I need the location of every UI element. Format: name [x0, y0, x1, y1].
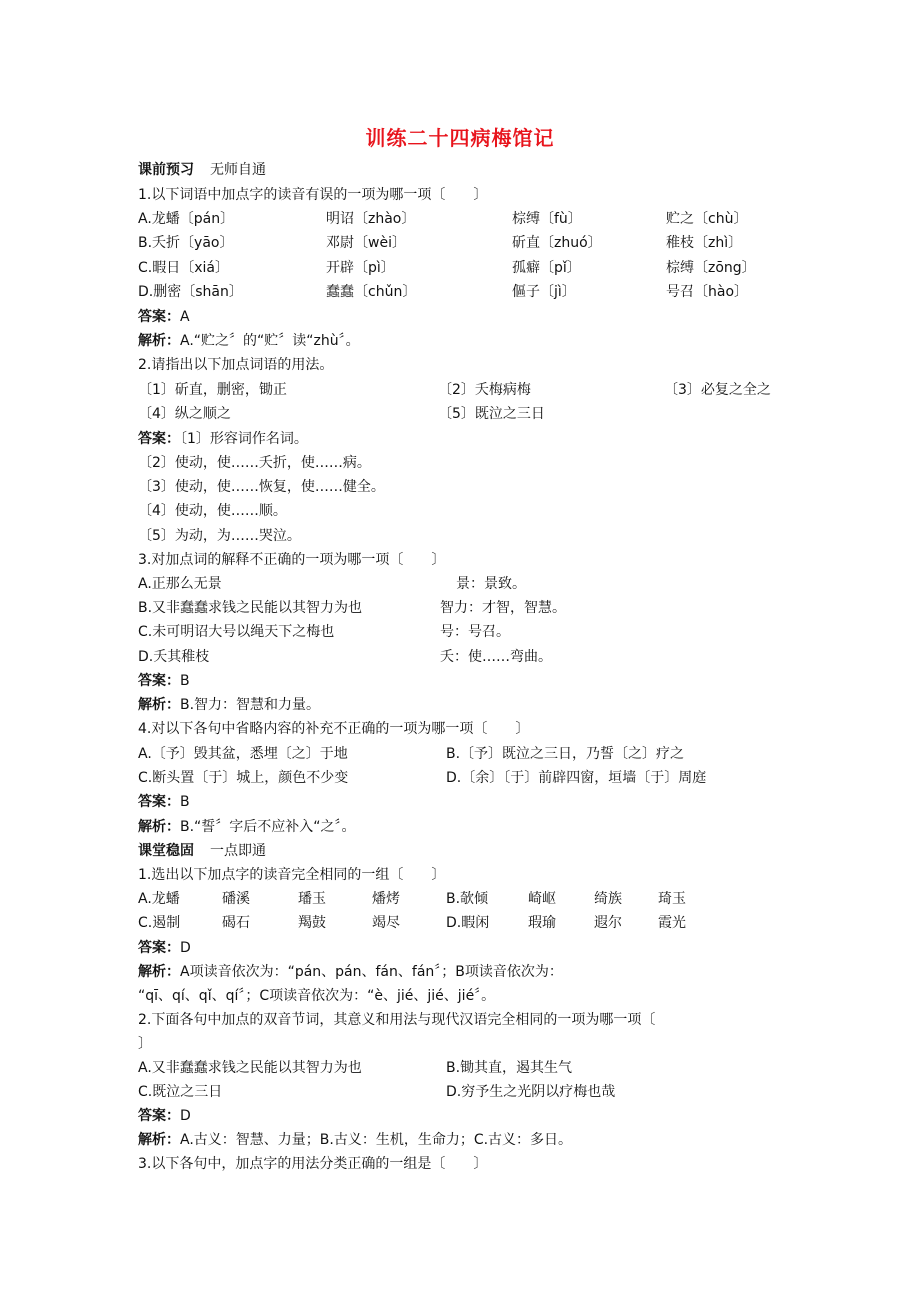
option-row	[138, 1058, 658, 1078]
section-label: 课堂稳固	[138, 843, 194, 859]
option-cell: A.龙蟠〔pán〕	[138, 211, 235, 227]
option-row	[138, 889, 698, 909]
question-stem: 4.对以下各句中省略内容的补充不正确的一项为哪一项〔 〕	[138, 721, 530, 737]
question-stem-continuation: 〕	[138, 1036, 152, 1052]
answer-label: 答案：	[138, 673, 180, 689]
analysis-text: B.“誓〞字后不应补入“之〞。	[180, 819, 356, 835]
option-cell: C.遏制	[138, 915, 181, 931]
question-stem: 2.请指出以下加点词语的用法。	[138, 357, 334, 373]
question-stem: 1.选出以下加点字的读音完全相同的一组〔 〕	[138, 867, 446, 883]
option-row	[138, 768, 778, 788]
answer-item: 〔5〕为动，为……哭泣。	[138, 528, 301, 544]
option-cell: 竭尽	[372, 915, 400, 931]
option-cell: 〔3〕必复之全之	[664, 382, 771, 398]
option-note: 智力：才智，智慧。	[440, 600, 566, 616]
answer-label: 答案：	[138, 309, 180, 325]
section-label: 课前预习	[138, 162, 194, 178]
option-row	[138, 404, 788, 424]
option-row	[138, 598, 658, 618]
option-row	[138, 913, 698, 933]
analysis-continuation: “qī、qí、qǐ、qí〞；C项读音依次为：“è、jié、jié、jié〞。	[138, 988, 496, 1004]
analysis-text: A.古义：智慧、力量；B.古义：生机，生命力；C.古义：多日。	[180, 1132, 573, 1148]
option-cell: 璠玉	[298, 891, 326, 907]
section-header-practice	[138, 841, 266, 861]
answer-label: 答案：	[138, 794, 180, 810]
answer-line	[138, 429, 308, 449]
option-cell: 蠢蠢〔chǔn〕	[326, 284, 417, 300]
option-cell: 傴子〔jì〕	[512, 284, 576, 300]
option-row	[138, 744, 778, 764]
analysis-label: 解析：	[138, 1132, 180, 1148]
option-row	[138, 1082, 658, 1102]
option-cell: 棕缚〔fù〕	[512, 211, 582, 227]
answer-line	[138, 307, 190, 327]
option-cell: 棕缚〔zōng〕	[666, 260, 756, 276]
question-stem: 3.以下各句中，加点字的用法分类正确的一组是〔 〕	[138, 1156, 488, 1172]
option-cell: B.欹倾	[446, 891, 489, 907]
option-cell: 邓尉〔wèi〕	[326, 235, 406, 251]
option-cell: 崎岖	[528, 891, 556, 907]
answer-value: D	[180, 1108, 191, 1124]
option-row	[138, 258, 798, 278]
option-cell: 开辟〔pì〕	[326, 260, 395, 276]
question-stem: 2.下面各句中加点的双音节词，其意义和用法与现代汉语完全相同的一项为哪一项〔	[138, 1012, 656, 1028]
option-cell: 磻溪	[222, 891, 250, 907]
option-row	[138, 209, 798, 229]
option-cell: D.删密〔shān〕	[138, 284, 243, 300]
analysis-label: 解析：	[138, 964, 180, 980]
option-cell: 〔4〕纵之顺之	[138, 406, 231, 422]
option-cell: 斫直〔zhuó〕	[512, 235, 602, 251]
option-cell: 遐尔	[594, 915, 622, 931]
answer-line	[138, 1106, 191, 1126]
option-note: 号：号召。	[440, 624, 510, 640]
option-cell: B.夭折〔yāo〕	[138, 235, 234, 251]
section-sub: 无师自通	[210, 162, 266, 178]
option-cell: 号召〔hào〕	[666, 284, 749, 300]
option-cell: 孤癖〔pǐ〕	[512, 260, 581, 276]
answer-line	[138, 792, 190, 812]
option-cell: 〔2〕夭梅病梅	[438, 382, 531, 398]
question-stem: 1.以下词语中加点字的读音有误的一项为哪一项〔 〕	[138, 187, 488, 203]
option-cell: B.〔予〕既泣之三日，乃誓〔之〕疗之	[446, 746, 685, 762]
option-cell: D.〔余〕〔于〕前辟四窗，垣墙〔于〕周庭	[446, 770, 707, 786]
answer-label: 答案：	[138, 431, 180, 447]
option-cell: 碣石	[222, 915, 250, 931]
analysis-text: B.智力：智慧和力量。	[180, 697, 321, 713]
option-cell: 羯鼓	[298, 915, 326, 931]
option-note: 景：景致。	[456, 576, 526, 592]
option-cell: D.穷予生之光阴以疗梅也哉	[446, 1084, 616, 1100]
option-cell: A.龙蟠	[138, 891, 180, 907]
option-cell: A.正那么无景	[138, 576, 222, 592]
option-cell: 霞光	[658, 915, 686, 931]
analysis-line	[138, 817, 356, 837]
option-cell: C.暇日〔xiá〕	[138, 260, 229, 276]
analysis-text: A项读音依次为：“pán、pán、fán、fán〞；B项读音依次为：	[180, 964, 563, 980]
option-cell: A.又非蠢蠢求钱之民能以其智力为也	[138, 1060, 362, 1076]
analysis-line	[138, 695, 320, 715]
option-cell: C.既泣之三日	[138, 1084, 223, 1100]
option-cell: 〔1〕斫直，删密，锄正	[138, 382, 287, 398]
option-cell: B.锄其直，遏其生气	[446, 1060, 573, 1076]
option-cell: D.夭其稚枝	[138, 649, 210, 665]
page-title: 训练二十四病梅馆记	[365, 126, 555, 150]
option-note: 夭：使……弯曲。	[440, 649, 552, 665]
option-cell: D.暇闲	[446, 915, 490, 931]
option-cell: 瑕瑜	[528, 915, 556, 931]
option-row	[138, 647, 658, 667]
option-cell: 〔5〕既泣之三日	[438, 406, 545, 422]
option-cell: C.未可明诏大号以绳天下之梅也	[138, 624, 335, 640]
option-cell: 绮族	[594, 891, 622, 907]
option-row	[138, 622, 658, 642]
answer-value: B	[180, 673, 190, 689]
option-cell: B.又非蠢蠢求钱之民能以其智力为也	[138, 600, 363, 616]
answer-value: 〔1〕形容词作名词。	[180, 431, 308, 447]
option-row	[138, 282, 798, 302]
answer-item: 〔4〕使动，使……顺。	[138, 503, 287, 519]
answer-value: A	[180, 309, 190, 325]
option-cell: 燔烤	[372, 891, 400, 907]
analysis-line	[138, 962, 563, 982]
option-row	[138, 380, 788, 400]
analysis-text: A.“贮之〞的“贮〞读“zhù〞。	[180, 333, 360, 349]
option-cell: C.断头置〔于〕城上，颜色不少变	[138, 770, 349, 786]
answer-item: 〔2〕使动，使……夭折，使……病。	[138, 455, 371, 471]
analysis-label: 解析：	[138, 333, 180, 349]
analysis-label: 解析：	[138, 819, 180, 835]
analysis-line	[138, 331, 360, 351]
analysis-label: 解析：	[138, 697, 180, 713]
option-row	[138, 233, 798, 253]
option-cell: A.〔予〕毁其盆，悉埋〔之〕于地	[138, 746, 348, 762]
question-stem: 3.对加点词的解释不正确的一项为哪一项〔 〕	[138, 552, 446, 568]
answer-value: B	[180, 794, 190, 810]
answer-label: 答案：	[138, 940, 180, 956]
section-sub: 一点即通	[210, 843, 266, 859]
option-cell: 稚枝〔zhì〕	[666, 235, 743, 251]
section-header-preview	[138, 160, 266, 180]
analysis-line	[138, 1130, 572, 1150]
answer-label: 答案：	[138, 1108, 180, 1124]
answer-item: 〔3〕使动，使……恢复，使……健全。	[138, 479, 385, 495]
answer-value: D	[180, 940, 191, 956]
option-cell: 明诏〔zhào〕	[326, 211, 416, 227]
option-cell: 琦玉	[658, 891, 686, 907]
answer-line	[138, 671, 190, 691]
answer-line	[138, 938, 191, 958]
option-row	[138, 574, 658, 594]
option-cell: 贮之〔chù〕	[666, 211, 748, 227]
